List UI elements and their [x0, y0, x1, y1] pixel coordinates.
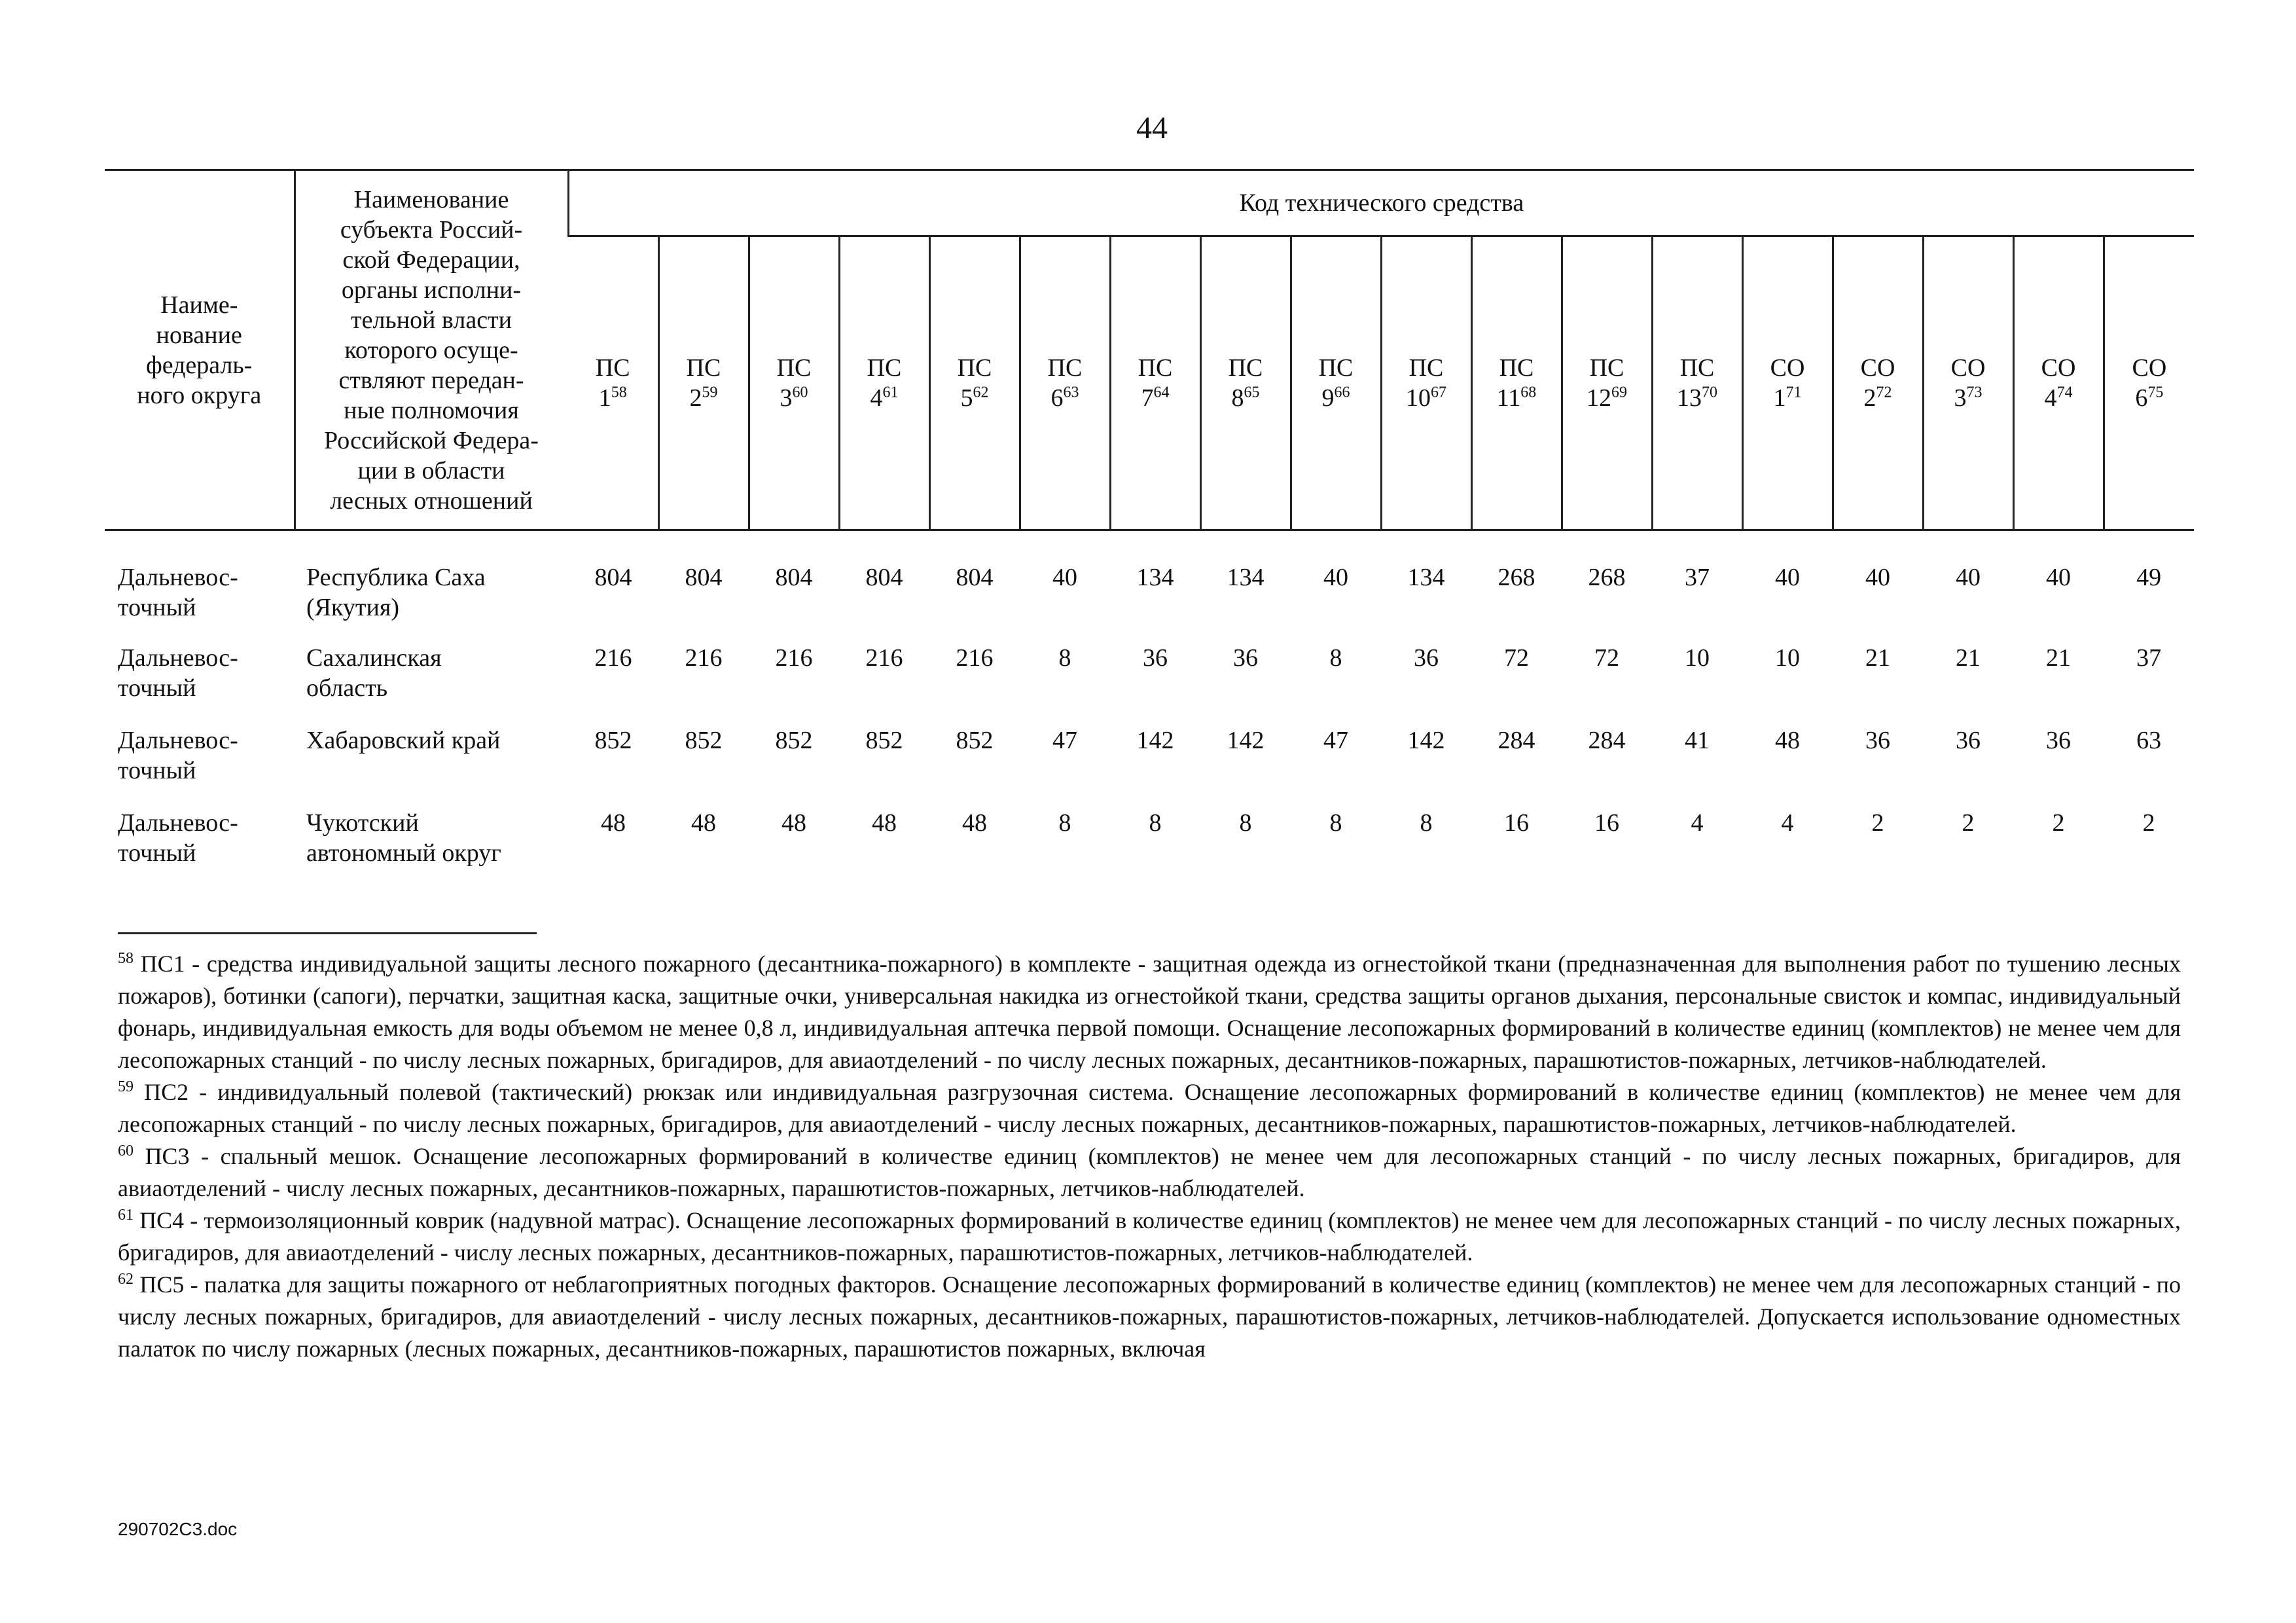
header-code-cell — [1381, 236, 1471, 530]
footnote-text: ПС4 - термоизоляционный коврик (надувной матрас). Оснащение лесопожарных формирований в количестве единиц (комплектов) не менее чем для лесопожарных станций - по числу лесных пожарных, бригадиров, для авиаотделений - числу лесных пожарных, десантников-пожарных, парашютистов-пожарных, летчиков-наблюдателей. — [118, 1207, 2181, 1266]
cell-value: 2 — [1871, 809, 1884, 837]
code-number-value: 13 — [1677, 384, 1702, 412]
cell-subject: Сахалинская область — [306, 644, 442, 702]
cell-value: 48 — [1775, 726, 1800, 754]
cell-value: 852 — [685, 726, 723, 754]
code-number-value: 2 — [1863, 384, 1876, 412]
code-footnote-ref: 66 — [1334, 384, 1350, 401]
code-number-value: 11 — [1496, 384, 1521, 412]
code-number-value: 5 — [960, 384, 973, 412]
cell-value: 21 — [1956, 644, 1981, 672]
code-number — [840, 383, 929, 413]
code-footnote-ref: 75 — [2147, 384, 2164, 401]
code-footnote-ref: 65 — [1244, 384, 1260, 401]
code-number — [1473, 383, 1561, 413]
cell-value: 216 — [775, 644, 813, 672]
cell-value: 216 — [685, 644, 723, 672]
cell-value: 284 — [1588, 726, 1626, 754]
footnote-divider — [118, 932, 537, 934]
equipment-table — [105, 169, 2194, 889]
cell-value: 216 — [865, 644, 903, 672]
cell-value: 72 — [1594, 644, 1619, 672]
code-label: ПС — [1228, 354, 1263, 382]
code-number — [1382, 383, 1471, 413]
code-number — [568, 383, 658, 413]
cell-value: 10 — [1775, 644, 1800, 672]
code-footnote-ref: 68 — [1520, 384, 1537, 401]
header-code-title: Код технического средства — [568, 170, 2194, 236]
footnote-text: ПС1 - средства индивидуальной защиты лесного пожарного (десантника-пожарного) в комплекте - защитная одежда из огнестойкой ткани (предназначенная для выполнения работ по тушению лесных пожаров), ботинки (сапоги), перчатки, защитная каска, защитные очки, универсальная накидка из огнестойкой ткани, средства защиты органов дыхания, персональные свисток и компас, индивидуальный фонарь, индивидуальная емкость для воды объемом не менее 0,8 л, индивидуальная аптечка первой помощи. Оснащение лесопожарных формирований в количестве единиц (комплектов) не менее чем для лесопожарных станций - по числу лесных пожарных, бригадиров, для авиаотделений - по числу лесных пожарных, десантников-пожарных, парашютистов-пожарных, летчиков-наблюдателей. — [118, 951, 2181, 1073]
code-footnote-ref: 73 — [1966, 384, 1982, 401]
header-code-cell — [929, 236, 1020, 530]
header-code-cell — [1652, 236, 1742, 530]
cell-value: 2 — [2052, 809, 2065, 837]
code-footnote-ref: 72 — [1876, 384, 1892, 401]
code-label: СО — [1860, 354, 1895, 382]
code-number — [1924, 383, 2013, 413]
code-footnote-ref: 62 — [973, 384, 989, 401]
table-row — [105, 642, 2194, 724]
footnote-number: 60 — [118, 1142, 134, 1159]
cell-value: 36 — [1233, 644, 1258, 672]
code-number — [1563, 383, 1651, 413]
cell-value: 41 — [1685, 726, 1710, 754]
cell-value: 47 — [1323, 726, 1348, 754]
cell-value: 37 — [1685, 564, 1710, 591]
table-row — [105, 530, 2194, 642]
cell-value: 8 — [1420, 809, 1433, 837]
code-number — [660, 383, 748, 413]
code-number — [1653, 383, 1742, 413]
cell-value: 40 — [2046, 564, 2071, 591]
page-number: 44 — [1136, 111, 1168, 145]
cell-value: 852 — [775, 726, 813, 754]
cell-value: 216 — [956, 644, 994, 672]
cell-value: 134 — [1407, 564, 1445, 591]
cell-value: 852 — [594, 726, 632, 754]
cell-district: Дальневос- точный — [118, 726, 238, 784]
table-row — [105, 807, 2194, 889]
code-number — [2105, 383, 2195, 413]
code-number — [1202, 383, 1290, 413]
code-footnote-ref: 59 — [702, 384, 718, 401]
header-code-cell — [1291, 236, 1381, 530]
code-number-value: 3 — [1954, 384, 1967, 412]
cell-value: 2 — [1962, 809, 1975, 837]
code-footnote-ref: 63 — [1063, 384, 1079, 401]
code-footnote-ref: 64 — [1153, 384, 1170, 401]
code-label: ПС — [1138, 354, 1173, 382]
cell-value: 21 — [2046, 644, 2071, 672]
cell-value: 284 — [1498, 726, 1535, 754]
cell-value: 8 — [1239, 809, 1252, 837]
footnote — [118, 1076, 2181, 1140]
code-number-value: 7 — [1141, 384, 1154, 412]
code-number — [1744, 383, 1832, 413]
footnote-number: 62 — [118, 1271, 134, 1288]
code-label: ПС — [776, 354, 812, 382]
cell-value: 72 — [1504, 644, 1529, 672]
code-number — [1834, 383, 1922, 413]
code-footnote-ref: 71 — [1785, 384, 1802, 401]
header-code-cell — [568, 236, 658, 530]
code-number — [931, 383, 1019, 413]
code-number-value: 3 — [780, 384, 793, 412]
code-number — [1021, 383, 1109, 413]
cell-value: 40 — [1052, 564, 1077, 591]
cell-value: 804 — [594, 564, 632, 591]
footnote-number: 61 — [118, 1207, 134, 1224]
code-label: ПС — [957, 354, 992, 382]
code-label: СО — [1950, 354, 1986, 382]
cell-value: 48 — [691, 809, 716, 837]
cell-value: 8 — [1329, 809, 1342, 837]
cell-value: 40 — [1865, 564, 1890, 591]
footnote-text: ПС3 - спальный мешок. Оснащение лесопожарных формирований в количестве единиц (комплектов) не менее чем для лесопожарных станций - по числу лесных пожарных, бригадиров, для авиаотделений - числу лесных пожарных, десантников-пожарных, парашютистов-пожарных, летчиков-наблюдателей. — [118, 1143, 2181, 1201]
cell-value: 8 — [1058, 809, 1071, 837]
cell-value: 47 — [1052, 726, 1077, 754]
code-footnote-ref: 69 — [1611, 384, 1627, 401]
code-number-value: 10 — [1406, 384, 1431, 412]
footnote — [118, 948, 2181, 1076]
cell-value: 63 — [2136, 726, 2162, 754]
footnote-number: 58 — [118, 950, 134, 967]
cell-value: 36 — [1956, 726, 1981, 754]
code-label: ПС — [1318, 354, 1354, 382]
footnote — [118, 1269, 2181, 1365]
header-code-cell — [1471, 236, 1562, 530]
cell-value: 134 — [1227, 564, 1265, 591]
cell-value: 142 — [1407, 726, 1445, 754]
footnote — [118, 1140, 2181, 1205]
cell-value: 134 — [1136, 564, 1174, 591]
code-number-value: 1 — [1773, 384, 1786, 412]
cell-value: 48 — [601, 809, 626, 837]
cell-value: 804 — [775, 564, 813, 591]
header-code-cell — [1110, 236, 1200, 530]
table-row — [105, 724, 2194, 807]
code-number-value: 8 — [1231, 384, 1244, 412]
file-name: 290702С3.doc — [118, 1519, 238, 1539]
code-label: ПС — [1047, 354, 1083, 382]
code-label: ПС — [686, 354, 721, 382]
footnote-text: ПС2 - индивидуальный полевой (тактический) рюкзак или индивидуальная разгрузочная система. Оснащение лесопожарных формирований в количестве единиц (комплектов) не менее чем для лесопожарных станций - по числу лесных пожарных, бригадиров, для авиаотделений - числу лесных пожарных, десантников-пожарных, парашютистов-пожарных, летчиков-наблюдателей. — [118, 1079, 2181, 1137]
cell-value: 268 — [1498, 564, 1535, 591]
cell-value: 852 — [956, 726, 994, 754]
cell-value: 48 — [962, 809, 987, 837]
code-footnote-ref: 58 — [611, 384, 627, 401]
header-code-cell — [1923, 236, 2013, 530]
cell-value: 4 — [1781, 809, 1794, 837]
header-code-cell — [1562, 236, 1652, 530]
cell-value: 36 — [2046, 726, 2071, 754]
header-code-cell — [1020, 236, 1110, 530]
header-district: Наиме- нование федераль- ного округа — [105, 170, 295, 530]
cell-value: 16 — [1504, 809, 1529, 837]
cell-value: 852 — [865, 726, 903, 754]
code-label: СО — [2041, 354, 2076, 382]
cell-value: 2 — [2142, 809, 2155, 837]
code-footnote-ref: 70 — [1702, 384, 1717, 401]
cell-subject: Республика Саха (Якутия) — [306, 564, 486, 621]
cell-value: 4 — [1691, 809, 1704, 837]
cell-value: 36 — [1865, 726, 1890, 754]
code-number — [1292, 383, 1380, 413]
cell-value: 21 — [1865, 644, 1890, 672]
code-number-value: 4 — [870, 384, 883, 412]
header-code-cell — [2013, 236, 2104, 530]
cell-value: 804 — [956, 564, 994, 591]
cell-value: 37 — [2136, 644, 2162, 672]
cell-value: 40 — [1323, 564, 1348, 591]
cell-value: 804 — [685, 564, 723, 591]
header-code-cell — [839, 236, 929, 530]
cell-district: Дальневос- точный — [118, 809, 238, 867]
cell-value: 48 — [872, 809, 897, 837]
cell-value: 8 — [1058, 644, 1071, 672]
code-number-value: 6 — [1050, 384, 1064, 412]
cell-value: 142 — [1136, 726, 1174, 754]
footnote-text: ПС5 - палатка для защиты пожарного от неблагоприятных погодных факторов. Оснащение лесопожарных формирований в количестве единиц (комплектов) не менее чем для лесопожарных станций - по числу лесных пожарных, бригадиров, для авиаотделений - числу лесных пожарных, десантников-пожарных, парашютистов-пожарных, летчиков-наблюдателей. Допускается использование одноместных палаток по числу пожарных (лесных пожарных, десантников-пожарных, парашютистов пожарных, включая — [118, 1271, 2181, 1362]
code-number — [2015, 383, 2103, 413]
cell-value: 142 — [1227, 726, 1265, 754]
code-label: ПС — [1679, 354, 1715, 382]
code-number-value: 1 — [598, 384, 611, 412]
code-number-value: 4 — [2044, 384, 2057, 412]
cell-value: 10 — [1685, 644, 1710, 672]
header-subject: Наименование субъекта Россий- ской Федерации, органы исполни- тельной власти которого осуще- ствляют передан- ные полномочия Российской Федера- ции в области лесных отношений — [295, 170, 568, 530]
code-footnote-ref: 74 — [2056, 384, 2073, 401]
footnotes — [118, 948, 2181, 1365]
code-number-value: 12 — [1587, 384, 1611, 412]
header-code-cell — [1742, 236, 1833, 530]
cell-value: 40 — [1775, 564, 1800, 591]
cell-district: Дальневос- точный — [118, 564, 238, 621]
code-label: ПС — [1408, 354, 1444, 382]
cell-subject: Хабаровский край — [306, 726, 501, 754]
code-label: СО — [1770, 354, 1805, 382]
cell-value: 40 — [1956, 564, 1981, 591]
header-code-cell — [749, 236, 839, 530]
code-footnote-ref: 61 — [882, 384, 899, 401]
code-number-value: 9 — [1321, 384, 1335, 412]
code-footnote-ref: 67 — [1431, 384, 1446, 401]
footnote-number: 59 — [118, 1078, 134, 1095]
code-number — [750, 383, 838, 413]
header-code-cell — [1200, 236, 1291, 530]
cell-value: 8 — [1329, 644, 1342, 672]
cell-value: 8 — [1149, 809, 1162, 837]
header-code-cell — [2104, 236, 2194, 530]
cell-subject: Чукотский автономный округ — [306, 809, 501, 867]
footnote — [118, 1205, 2181, 1269]
header-code-cell — [1833, 236, 1923, 530]
cell-value: 268 — [1588, 564, 1626, 591]
cell-value: 216 — [594, 644, 632, 672]
cell-value: 804 — [865, 564, 903, 591]
code-label: ПС — [1499, 354, 1534, 382]
code-number — [1111, 383, 1200, 413]
cell-value: 49 — [2136, 564, 2162, 591]
cell-value: 36 — [1143, 644, 1168, 672]
header-code-cell — [658, 236, 749, 530]
cell-district: Дальневос- точный — [118, 644, 238, 702]
code-label: ПС — [867, 354, 902, 382]
code-footnote-ref: 60 — [792, 384, 808, 401]
code-number-value: 6 — [2135, 384, 2148, 412]
code-label: ПС — [595, 354, 630, 382]
code-label: ПС — [1589, 354, 1624, 382]
cell-value: 48 — [781, 809, 806, 837]
code-label: СО — [2132, 354, 2167, 382]
cell-value: 16 — [1594, 809, 1619, 837]
code-number-value: 2 — [689, 384, 702, 412]
cell-value: 36 — [1414, 644, 1439, 672]
